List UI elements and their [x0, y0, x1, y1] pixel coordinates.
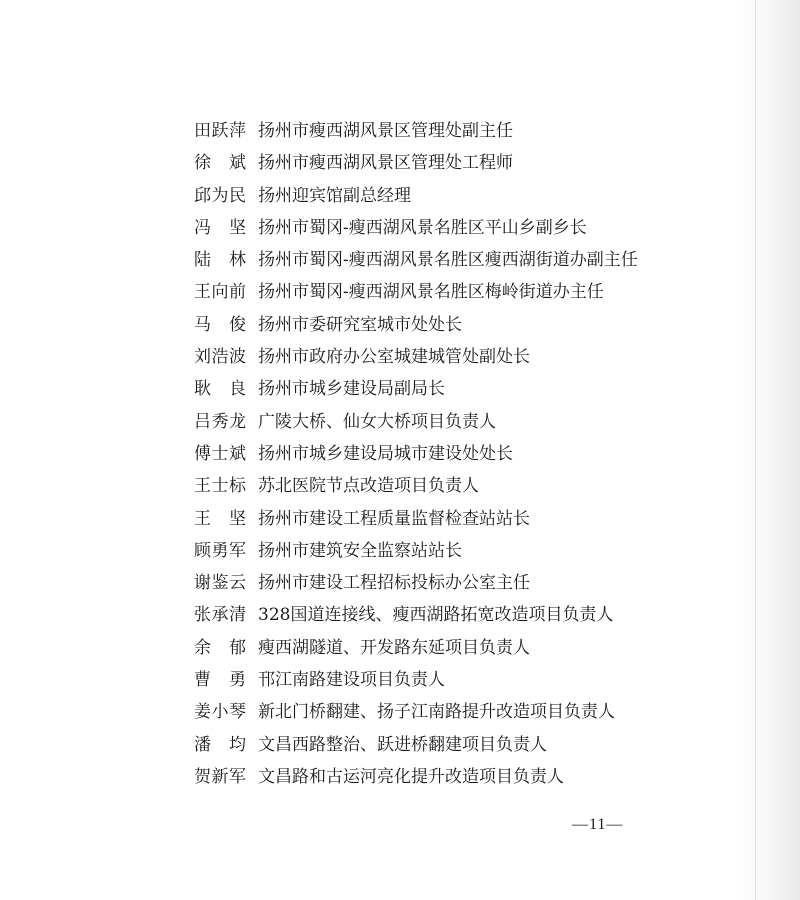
list-item: [194, 244, 638, 276]
person-name: 马俊: [194, 314, 246, 335]
list-item: [194, 761, 638, 793]
person-name: 王坚: [194, 508, 246, 529]
list-item: [194, 438, 638, 470]
list-item: [194, 729, 638, 761]
list-item: [194, 341, 638, 373]
page-edge-line: [755, 0, 756, 900]
person-name: 王士标: [194, 476, 246, 497]
person-title: 邗江南路建设项目负责人: [258, 670, 445, 691]
person-name: 耿良: [194, 379, 246, 400]
person-name: 徐斌: [194, 153, 246, 174]
person-name: 顾勇军: [194, 540, 246, 561]
person-title: 扬州市建设工程招标投标办公室主任: [258, 573, 530, 594]
person-title: 扬州市瘦西湖风景区管理处工程师: [258, 153, 513, 174]
person-title: 扬州市蜀冈-瘦西湖风景名胜区平山乡副乡长: [258, 217, 587, 238]
person-title: 扬州市蜀冈-瘦西湖风景名胜区瘦西湖街道办副主任: [258, 250, 638, 271]
person-name: 余郁: [194, 637, 246, 658]
person-name: 潘均: [194, 734, 246, 755]
list-item: [194, 503, 638, 535]
person-title: 扬州市城乡建设局副局长: [258, 379, 445, 400]
list-item: [194, 632, 638, 664]
list-item: [194, 373, 638, 405]
list-item: [194, 664, 638, 696]
list-item: [194, 470, 638, 502]
person-name: 刘浩波: [194, 347, 246, 368]
person-name: 傅士斌: [194, 443, 246, 464]
list-item: [194, 599, 638, 631]
person-title: 扬州市建筑安全监察站站长: [258, 540, 462, 561]
list-item: [194, 309, 638, 341]
person-title: 328国道连接线、瘦西湖路拓宽改造项目负责人: [258, 605, 614, 626]
person-title: 文昌西路整治、跃进桥翻建项目负责人: [258, 734, 547, 755]
person-title: 扬州迎宾馆副总经理: [258, 185, 411, 206]
person-title: 扬州市瘦西湖风景区管理处副主任: [258, 121, 513, 141]
list-item: [194, 567, 638, 599]
person-name: 贺新军: [194, 766, 246, 787]
person-name: 邱为民: [194, 185, 246, 206]
person-title: 扬州市蜀冈-瘦西湖风景名胜区梅岭街道办主任: [258, 282, 604, 303]
person-title: 扬州市政府办公室城建城管处副处长: [258, 347, 530, 368]
person-name: 张承清: [194, 605, 246, 626]
person-name: 谢鉴云: [194, 573, 246, 594]
person-name: 姜小琴: [194, 702, 246, 723]
list-item: [194, 406, 638, 438]
person-title: 广陵大桥、仙女大桥项目负责人: [258, 411, 496, 432]
list-item: [194, 696, 638, 728]
person-title: 扬州市建设工程质量监督检查站站长: [258, 508, 530, 529]
person-name: 陆林: [194, 250, 246, 271]
list-item: [194, 180, 638, 212]
list-item: [194, 212, 638, 244]
officials-list: [194, 115, 638, 793]
person-name: 田跃萍: [194, 121, 246, 141]
page-number: —11—: [572, 816, 624, 833]
person-name: 曹勇: [194, 670, 246, 691]
list-item: [194, 115, 638, 147]
person-title: 扬州市委研究室城市处处长: [258, 314, 462, 335]
person-name: 冯坚: [194, 217, 246, 238]
person-name: 吕秀龙: [194, 411, 246, 432]
page-edge-shadow: [738, 0, 800, 900]
person-title: 新北门桥翻建、扬子江南路提升改造项目负责人: [258, 702, 615, 723]
list-item: [194, 147, 638, 179]
person-title: 苏北医院节点改造项目负责人: [258, 476, 479, 497]
person-title: 瘦西湖隧道、开发路东延项目负责人: [258, 637, 530, 658]
person-name: 王向前: [194, 282, 246, 303]
person-title: 文昌路和古运河亮化提升改造项目负责人: [258, 766, 564, 787]
person-title: 扬州市城乡建设局城市建设处处长: [258, 443, 513, 464]
list-item: [194, 276, 638, 308]
list-item: [194, 535, 638, 567]
